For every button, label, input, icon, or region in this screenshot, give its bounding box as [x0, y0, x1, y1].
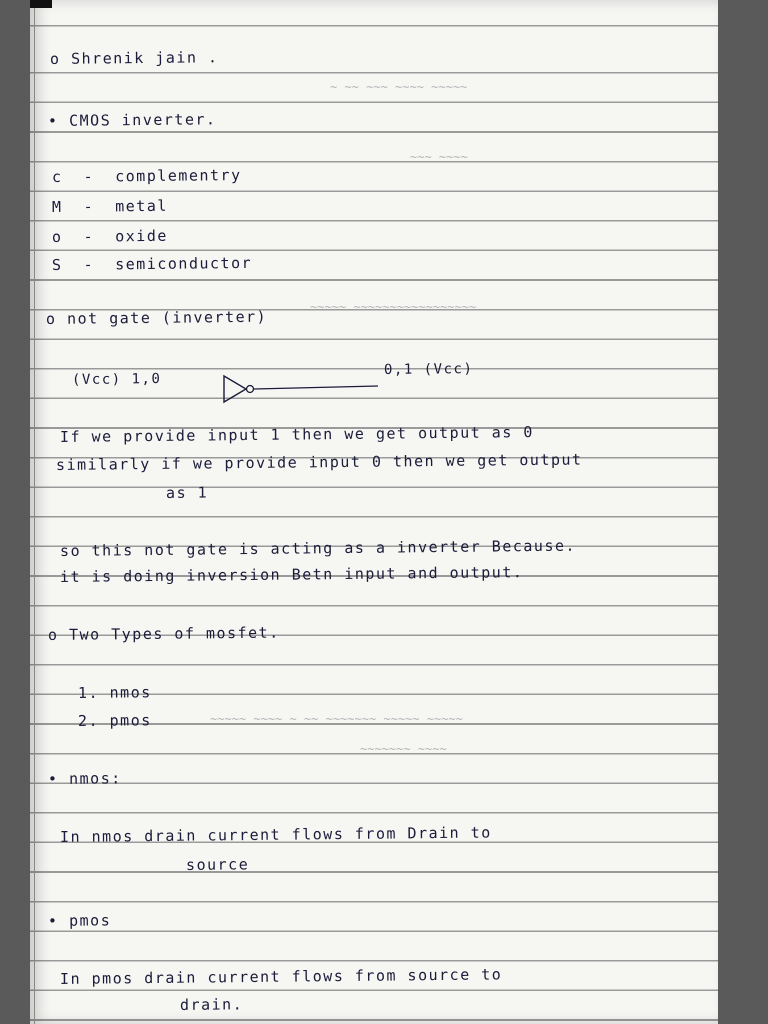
- note-line: so this not gate is acting as a inverter Because.: [59, 536, 577, 560]
- acronym-sep: -: [83, 197, 95, 216]
- mosfet-type: 1. nmos: [77, 683, 152, 702]
- acronym-word: metal: [115, 196, 168, 216]
- topic-title: CMOS inverter: [68, 110, 207, 130]
- bullet: o: [49, 49, 72, 68]
- acronym-letter: M: [51, 197, 63, 216]
- acronym-word: oxide: [115, 226, 168, 246]
- mosfet-heading: o Two Types of mosfet.: [47, 623, 280, 644]
- gate-output-label: 0,1 (Vcc): [383, 361, 474, 378]
- bullet: •: [47, 911, 70, 930]
- acronym-sep: -: [83, 227, 95, 246]
- bullet: •: [47, 111, 70, 130]
- acronym-row: [52, 227, 168, 246]
- acronym-row: [52, 166, 242, 186]
- acronym-row: [52, 254, 252, 274]
- note-line: similarly if we provide input 0 then we get output: [55, 450, 583, 474]
- note-line: it is doing inversion Betn input and output.: [59, 563, 524, 586]
- not-gate-symbol: [220, 372, 380, 406]
- bullet: •: [47, 769, 70, 788]
- nmos-heading: • nmos:: [47, 769, 122, 788]
- acronym-word: complementry: [115, 166, 242, 186]
- acronym-letter: o: [51, 227, 63, 246]
- pmos-heading: • pmos: [47, 911, 112, 930]
- note-line: as 1: [165, 483, 209, 502]
- bleed-through-mark: ~~~~~ ~~~~ ~ ~~ ~~~~~~~ ~~~~~ ~~~~~: [210, 712, 463, 726]
- gate-input-label: (Vcc) 1,0: [71, 371, 162, 388]
- bleed-through-mark: ~~~ ~~~~: [410, 150, 468, 164]
- author-line: o Shrenik jain .: [49, 48, 219, 68]
- pmos-desc: drain.: [179, 995, 244, 1014]
- bullet: o: [47, 625, 70, 644]
- nmos-desc: In nmos drain current flows from Drain to: [59, 823, 492, 846]
- page-corner-shadow: [30, 0, 52, 8]
- acronym-row: [52, 197, 168, 216]
- notebook-page: [30, 0, 718, 1024]
- acronym-letter: S: [51, 255, 63, 274]
- margin-line: [34, 0, 35, 1024]
- nmos-desc: source: [185, 855, 250, 874]
- acronym-sep: -: [83, 255, 95, 274]
- bleed-through-mark: ~ ~~ ~~~ ~~~~ ~~~~~: [330, 80, 468, 94]
- bleed-through-mark: ~~~~~ ~~~~~~~~~~~~~~~~~: [310, 300, 477, 314]
- bullet: o: [45, 309, 68, 328]
- not-gate-heading: o not gate (inverter): [45, 307, 268, 328]
- mosfet-type: 2. pmos: [77, 711, 152, 730]
- note-line: If we provide input 1 then we get output as 0: [59, 423, 534, 446]
- acronym-word: semiconductor: [115, 253, 253, 274]
- acronym-sep: -: [83, 167, 95, 186]
- pmos-desc: In pmos drain current flows from source to: [59, 965, 503, 988]
- acronym-letter: c: [51, 167, 63, 186]
- topic-line: • CMOS inverter.: [47, 110, 217, 130]
- author-name: Shrenik jain: [70, 48, 198, 68]
- bleed-through-mark: ~~~~~~~ ~~~~: [360, 742, 447, 756]
